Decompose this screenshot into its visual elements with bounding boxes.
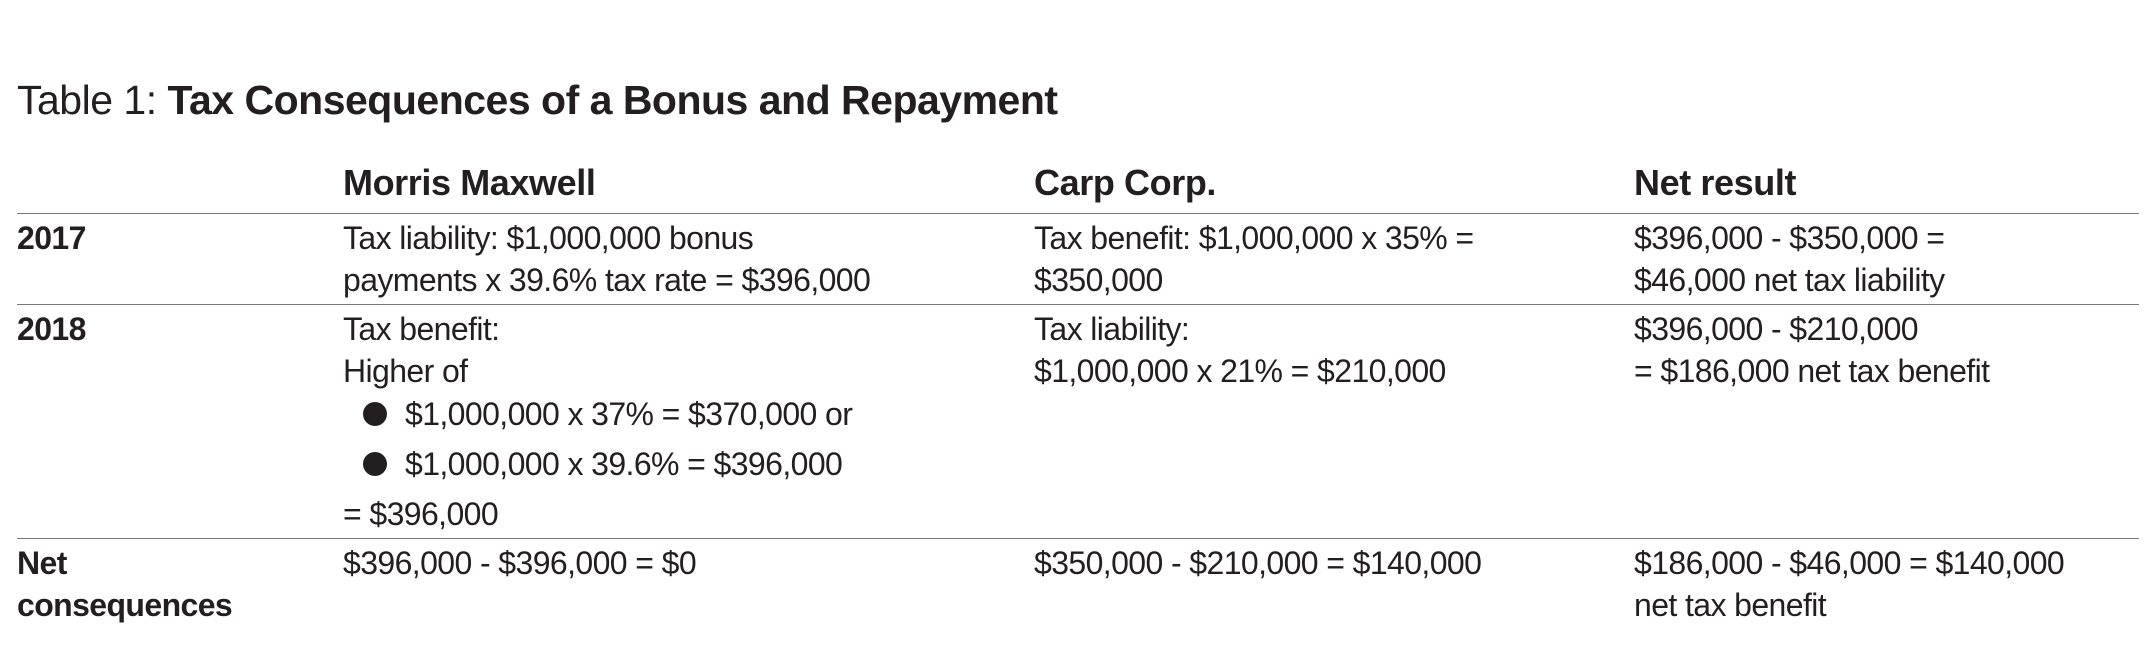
- bullet-text: $1,000,000 x 37% = $370,000 or: [405, 396, 853, 432]
- cell-line: Net: [17, 545, 67, 581]
- row-label-2018: 2018: [17, 311, 86, 347]
- cell-line: consequences: [17, 587, 233, 623]
- cell-line: = $396,000: [343, 496, 499, 532]
- row-divider: [17, 304, 2139, 305]
- table-title: [17, 72, 1058, 128]
- cell-2018-morris-maxwell: [343, 308, 852, 535]
- cell-line: $396,000 - $396,000 = $0: [343, 545, 697, 581]
- cell-line: Tax benefit:: [343, 311, 500, 347]
- cell-net-consequences-carp-corp: [1034, 542, 1481, 584]
- cell-net-consequences-morris-maxwell: [343, 542, 696, 584]
- cell-line: $186,000 - $46,000 = $140,000: [1634, 545, 2065, 581]
- column-header-net-result: Net result: [1634, 162, 1797, 203]
- cell-line: payments x 39.6% tax rate = $396,000: [343, 262, 871, 298]
- cell-2017-carp-corp: [1034, 217, 1474, 301]
- column-header-morris-maxwell: Morris Maxwell: [343, 162, 596, 203]
- bullet-icon: [363, 452, 387, 476]
- cell-line: Tax liability:: [1034, 311, 1190, 347]
- cell-net-consequences-net-result: [1634, 542, 2064, 626]
- cell-line: net tax benefit: [1634, 587, 1827, 623]
- bullet-item: [343, 393, 852, 435]
- cell-line: $396,000 - $350,000 =: [1634, 220, 1945, 256]
- bullet-text: $1,000,000 x 39.6% = $396,000: [405, 446, 843, 482]
- cell-2018-carp-corp: [1034, 308, 1446, 392]
- cell-2017-net-result: [1634, 217, 1945, 301]
- cell-line: Tax liability: $1,000,000 bonus: [343, 220, 754, 256]
- table-number: Table 1:: [17, 77, 168, 123]
- cell-line: $350,000: [1034, 262, 1163, 298]
- cell-2018-net-result: [1634, 308, 1989, 392]
- cell-line: = $186,000 net tax benefit: [1634, 353, 1990, 389]
- table-title-text: Tax Consequences of a Bonus and Repayment: [167, 77, 1058, 123]
- cell-line: Tax benefit: $1,000,000 x 35% =: [1034, 220, 1474, 256]
- column-header-carp-corp: Carp Corp.: [1034, 162, 1217, 203]
- cell-line: Higher of: [343, 353, 468, 389]
- row-label-2017: 2017: [17, 220, 86, 256]
- cell-line: $350,000 - $210,000 = $140,000: [1034, 545, 1482, 581]
- cell-line: $1,000,000 x 21% = $210,000: [1034, 353, 1446, 389]
- bullet-item: [343, 443, 852, 485]
- cell-line: $46,000 net tax liability: [1634, 262, 1945, 298]
- cell-line: $396,000 - $210,000: [1634, 311, 1918, 347]
- cell-2017-morris-maxwell: [343, 217, 870, 301]
- row-label-net-consequences: [17, 542, 232, 626]
- row-divider: [17, 538, 2139, 539]
- row-divider: [17, 213, 2139, 214]
- bullet-icon: [363, 402, 387, 426]
